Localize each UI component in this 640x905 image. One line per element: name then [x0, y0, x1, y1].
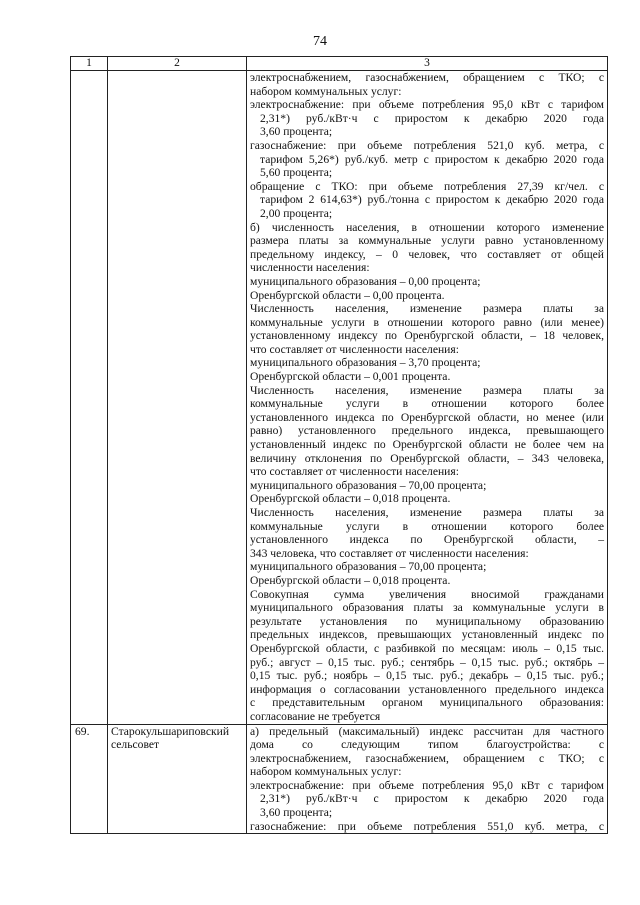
- text-line: 3,60 процента;: [260, 125, 333, 139]
- text-line: 2,31*) руб./кВт·ч с приростом к декабрю 2020 года: [260, 792, 604, 806]
- text-line: коммунальные услуги в отношении которого более: [250, 397, 604, 411]
- text-line: муниципального образования – 70,00 процента;: [250, 560, 487, 574]
- text-line: муниципального образования платы за коммунальные услуги в: [250, 601, 604, 615]
- header-col-1: 1: [71, 57, 108, 71]
- text-line: что составляет от численности населения:: [250, 342, 459, 356]
- text-line: а) предельный (максимальный) индекс рассчитан для частного: [250, 724, 604, 738]
- text-line: 2,31*) руб./кВт·ч с приростом к декабрю 2020 года: [260, 111, 604, 125]
- text-line: электроснабжением, газоснабжением, обращением с ТКО; с: [250, 751, 604, 765]
- text-line: Оренбургской области – 0,001 процента.: [250, 370, 451, 384]
- text-line: установленного индекса по Оренбургской области, но менее (или: [250, 410, 604, 424]
- text-line: муниципального образования – 0,00 процента;: [250, 274, 481, 288]
- page-number: 74: [313, 34, 327, 49]
- text-line: информация о согласовании установленного предельного индекса: [250, 682, 604, 696]
- text-line: 2,00 процента;: [260, 206, 333, 220]
- text-line: Численность населения, изменение размера платы за: [250, 302, 604, 316]
- text-line: руб.; август – 0,15 тыс. руб.; сентябрь – 0,15 тыс. руб.; октябрь –: [250, 655, 604, 669]
- text-line: установленного индекса по Оренбургской области, –: [250, 533, 604, 547]
- text-line: с представительным органом муниципального образования:: [250, 696, 604, 710]
- text-line: б) численность населения, в отношении которого изменение: [250, 220, 604, 234]
- row-number: 69.: [71, 724, 108, 834]
- text-line: предельному индексу, – 0 человек, что составляет от общей: [250, 247, 604, 261]
- text-line: Оренбургской области – 0,00 процента.: [250, 288, 445, 302]
- municipality-name: [108, 71, 247, 725]
- text-line: газоснабжение: при объеме потребления 551,0 куб. метра, с: [250, 819, 604, 833]
- text-line: электроснабжением, газоснабжением, обращением с ТКО; с: [250, 71, 604, 84]
- table-row: [71, 71, 608, 725]
- text-line: Совокупная сумма увеличения вносимой гражданами: [250, 587, 604, 601]
- text-line: электроснабжение: при объеме потребления 95,0 кВт с тарифом: [250, 98, 604, 112]
- text-line: Численность населения, изменение размера платы за: [250, 506, 604, 519]
- header-col-3: 3: [247, 57, 608, 71]
- text-line: муниципального образования – 3,70 процента;: [250, 356, 481, 370]
- text-line: муниципального образования – 70,00 процента;: [250, 478, 487, 492]
- text-line: предельных индексов, превышающих установленный индекс по: [250, 628, 604, 642]
- text-line: набором коммунальных услуг:: [250, 84, 402, 98]
- text-line: результате установления по муниципальному образованию: [250, 614, 604, 628]
- header-col-2: 2: [108, 57, 247, 71]
- text-line: обращение с ТКО: при объеме потребления 27,39 кг/чел. с: [250, 179, 604, 193]
- description-cell: [247, 71, 608, 725]
- text-line: 3,60 процента;: [260, 806, 333, 820]
- text-line: набором коммунальных услуг:: [250, 765, 402, 779]
- text-line: тарифом 2 614,63*) руб./тонна с приростом к декабрю 2020 года: [260, 193, 604, 207]
- text-line: численности населения:: [250, 261, 370, 275]
- text-line: Оренбургской области – 0,018 процента.: [250, 492, 451, 506]
- text-line: установленный индекс по Оренбургской области не более чем на: [250, 438, 604, 452]
- text-line: тарифом 5,26*) руб./куб. метр с приростом к декабрю 2020 года: [260, 152, 604, 166]
- text-line: равно) установленного предельного индекса, превышающего: [250, 424, 604, 438]
- text-line: Оренбургской области, с разбивкой по месяцам: июль – 0,15 тыс.: [250, 641, 604, 655]
- text-line: коммунальные услуги в отношении которого более: [250, 519, 604, 533]
- text-line: 5,60 процента;: [260, 166, 333, 180]
- municipality-name: Старокульшариповский сельсовет: [108, 724, 247, 834]
- text-line: величину отклонения по Оренбургской области, – 343 человека,: [250, 451, 604, 465]
- text-line: Оренбургской области – 0,018 процента.: [250, 573, 451, 587]
- text-line: Численность населения, изменение размера платы за: [250, 383, 604, 397]
- table-row: [71, 724, 608, 834]
- text-line: размера платы за коммунальные услуги равно установленному: [250, 234, 604, 248]
- text-line: дома со следующим типом благоустройства: с: [250, 738, 604, 752]
- text-line: 343 человека, что составляет от численности населения:: [250, 546, 529, 560]
- text-line: установленному индексу по Оренбургской области, – 18 человек,: [250, 329, 604, 343]
- text-line: согласование не требуется: [250, 709, 381, 723]
- text-line: что составляет от численности населения:: [250, 465, 459, 479]
- text-line: 0,15 тыс. руб.; ноябрь – 0,15 тыс. руб.; декабрь – 0,15 тыс. руб.;: [250, 669, 604, 683]
- row-number: [71, 71, 108, 725]
- table-header-row: [71, 57, 608, 71]
- text-line: коммунальные услуги в отношении которого равно (или менее): [250, 315, 604, 329]
- text-line: электроснабжение: при объеме потребления 95,0 кВт с тарифом: [250, 778, 604, 792]
- document-table: [70, 56, 608, 834]
- description-cell: [247, 724, 608, 834]
- text-line: газоснабжение: при объеме потребления 521,0 куб. метра, с: [250, 138, 604, 152]
